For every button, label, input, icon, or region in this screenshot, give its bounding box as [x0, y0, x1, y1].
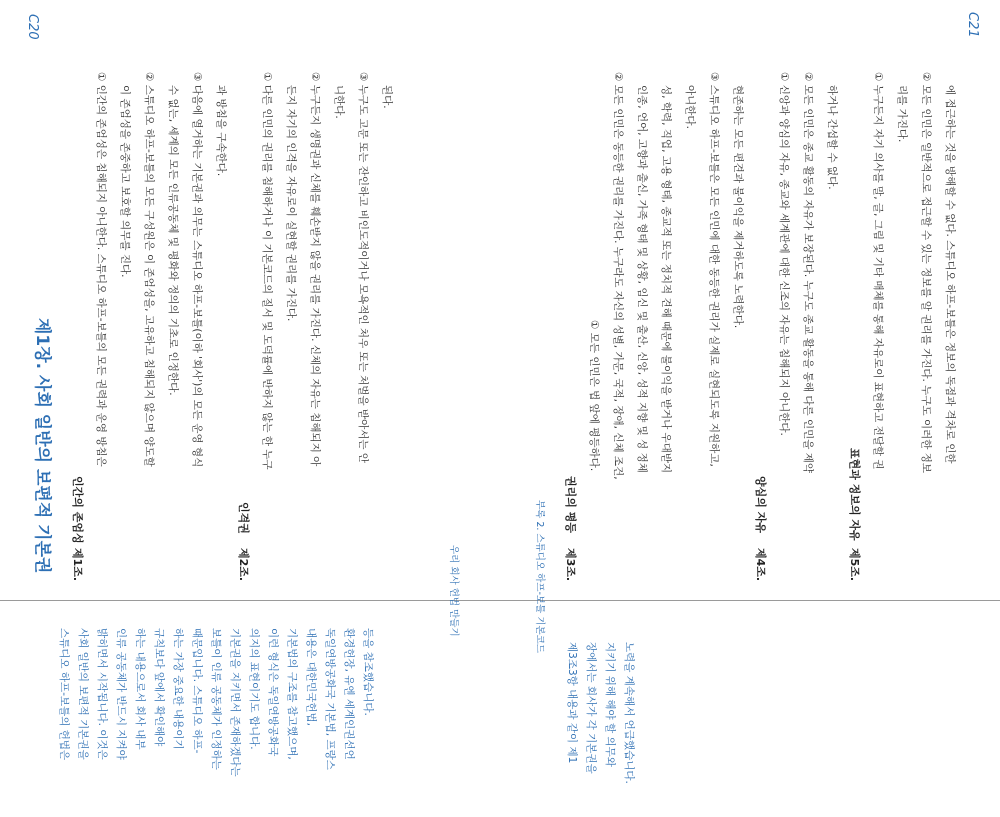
article-3-line: ① 모든 인민은 법 앞에 평등하다.	[588, 320, 600, 472]
side-note-line: 하는 가장 중요한 내용이기	[172, 628, 184, 750]
article-1-line: ③ 다음에 열거하는 기본권과 의무는 스튜디오 하프-보틀(이하 '회사')의 모든 운영 형식	[191, 72, 203, 468]
side-note-line: 때문입니다. 스튜디오 하프-	[191, 628, 203, 754]
chapter-title: 제1장. 사회 일반의 보편적 기본권	[32, 318, 52, 574]
article-5-line: ② 모든 인민은 일반적으로 접근할 수 있는 정보를 알 권리를 가진다. 누구도 이러한 정보	[920, 72, 932, 474]
page-fold-line	[0, 600, 1000, 601]
article-2-label: 제2조.	[237, 548, 250, 582]
side-note-line: 규칙보다 앞에서 확인해야	[153, 628, 165, 747]
article-2-line: ③ 누구도 고문 또는 잔인하고 비인도적이거나 모욕적인 처우 또는 처벌을 받아서는 안	[357, 72, 369, 463]
article-5-line: 에 접근하는 것을 방해할 수 없다. 스튜디오 하프-보틀은 정보의 독점과 격차로 인한	[944, 85, 956, 464]
article-1-line: ① 인간의 존엄성은 침해되지 아니한다. 스튜디오 하프-보틀의 모든 권력과 운영 방침은	[95, 72, 107, 467]
side-note-line: 지키기 위해 해야 할 의무와	[604, 642, 616, 767]
side-note-line: 기본권을 지키면서 존재하겠다는	[229, 628, 241, 777]
article-1-label: 제1조.	[71, 548, 84, 582]
side-note-line: 의지의 표현이기도 합니다.	[248, 628, 260, 750]
side-note-line: 이런 형식은 독일연방공화국	[267, 628, 279, 757]
article-3-line: 성, 학력, 직업, 고용 형태, 종교적 또는 정치적 견해 때문에 불이익을 받거나 우대받지	[660, 85, 672, 474]
article-1-line: 이 존엄성을 존중하고 보호할 의무를 진다.	[119, 85, 131, 278]
side-note-line: 환경헌장, 유엔 세계인권선언	[343, 628, 355, 760]
article-3-line: ③ 스튜디오 하프-보틀은 모든 인민에 대한 동등한 권리가 실제로 실현되도록 지원하고,	[708, 72, 720, 467]
article-5-line: ① 누구든지 자기 의사를 말, 글, 그림 및 기타 매체를 통해 자유로이 표현하고 전달할 권	[872, 72, 884, 470]
page-number-bottom: C21	[965, 12, 980, 38]
article-2-line: ① 다른 인민의 권리를 침해하거나 이 기본코드의 질서 및 도덕률에 반하지 않는 한 누구	[261, 72, 273, 470]
article-3-line: ② 모든 인민은 동등한 권리를 가진다. 누구라도 자신의 성별, 가문, 국적, 장애, 신체 조건,	[612, 72, 624, 480]
article-1-line: 수 없는, 세계의 모든 인류공동체 및 평화와 정의의 기초로 인정한다.	[167, 85, 179, 396]
footer-bottom: 부록 2. 스튜디오 하프-보틀 기본코드	[534, 500, 545, 654]
article-5-line: 리를 가진다.	[896, 85, 908, 143]
side-note-line: 사회 일반의 보편적 기본권을	[77, 628, 89, 760]
article-3-line: 인종, 언어, 고향과 출신, 가족 형태 및 상황, 임신 및 출산, 신앙, 성적 지향 및 성 정체	[636, 85, 648, 473]
side-note-line: 독일연방공화국 기본법, 프랑스	[324, 628, 336, 770]
article-2-line: 든지 자기의 인격을 자유로이 실현할 권리를 가진다.	[285, 85, 297, 322]
article-1-title: 인간의 존엄성	[71, 476, 84, 544]
side-note-line: 제3조3항 내용과 같이 제1	[566, 642, 578, 764]
side-note-line: 인류 공동체가 반드시 지켜야	[115, 628, 127, 760]
article-4-title: 양심의 자유	[754, 476, 767, 533]
article-2-line: ② 누구든지 생명권과 신체를 훼손받지 않을 권리를 가진다. 신체의 자유는 침해되지 아	[309, 72, 321, 467]
page-number-top: C20	[25, 14, 40, 40]
side-note-line: 노력을 계속해서 언급했습니다.	[623, 642, 635, 784]
side-note-line: 등을 참조했습니다.	[362, 628, 374, 716]
article-4-line: ① 신앙과 양심의 자유, 종교와 세계관에 대한 신조의 자유는 침해되지 아니한다.	[778, 72, 790, 436]
article-5-title: 표현과 정보의 자유	[848, 448, 861, 541]
side-note-line: 기본법의 구조를 참고했으며,	[286, 628, 298, 760]
article-2-line: 니한다.	[333, 85, 345, 119]
article-3-title: 권리의 평등	[564, 476, 577, 533]
article-4-line: ② 모든 인민은 종교 활동의 자유가 보장된다. 누구도 종교 활동을 통해 다른 인민을 제약	[802, 72, 814, 474]
side-note-line: 내용은 대한민국헌법,	[305, 628, 317, 726]
article-1-line: ② 스튜디오 하프-보틀의 모든 구성원은 이 존엄성을, 고유하고 침해되지 않으며 양도할	[143, 72, 155, 467]
side-note-line: 하는 내용으로서 회사 내부	[134, 628, 146, 750]
footer-top: 우리 회사 헌법 만들기	[448, 545, 459, 637]
article-3-line: 아니한다.	[684, 85, 696, 129]
side-note-line: 스튜디오 하프-보틀의 헌법은	[58, 628, 70, 761]
article-5-label: 제5조.	[848, 548, 861, 582]
article-3-line: 현존하는 모든 편견과 불이익을 제거하도록 노력한다.	[732, 85, 744, 329]
side-note-line: 밝히면서 시작됩니다. 이것은	[96, 628, 108, 760]
article-1-line: 과 방침을 구속한다.	[215, 85, 227, 177]
side-note-line: 보틀이 인류 공동체가 인정하는	[210, 628, 222, 770]
article-4-label: 제4조.	[754, 548, 767, 582]
side-note-line: 장에서는 회사가 각 기본권을	[585, 642, 597, 774]
article-2-line: 된다.	[381, 85, 393, 109]
article-3-label: 제3조.	[564, 548, 577, 582]
article-4-line: 하거나 간섭할 수 없다.	[826, 85, 838, 190]
article-2-title: 인격권	[237, 502, 250, 534]
